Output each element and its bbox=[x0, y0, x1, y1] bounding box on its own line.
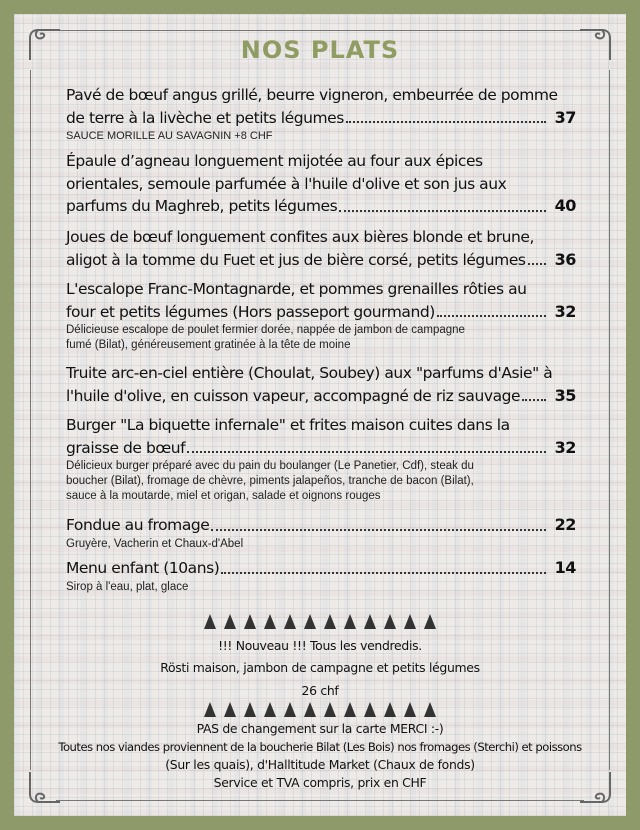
dish-price: 22 bbox=[554, 515, 576, 534]
dish-name-line: Burger "La biquette infernale" et frites maison cuites dans la bbox=[66, 416, 510, 434]
dish-item bbox=[66, 362, 576, 407]
dish-name-line: parfums du Maghreb, petits légumes bbox=[66, 197, 338, 215]
frame-top-line bbox=[56, 30, 584, 31]
triangle-icon bbox=[384, 702, 396, 717]
dish-name-line: L'escalope Franc-Montagnarde, et pommes grenailles rôties au bbox=[66, 280, 527, 298]
dish-price: 36 bbox=[554, 249, 576, 269]
triangle-icon bbox=[224, 614, 236, 629]
frame-bottom-line bbox=[56, 800, 584, 801]
dish-description-line: Délicieuse escalope de poulet fermier dorée, nappée de jambon de campagne bbox=[66, 324, 465, 336]
dot-leader bbox=[346, 121, 546, 123]
dish-name-line: four et petits légumes (Hors passeport gourmand) bbox=[66, 302, 435, 321]
dish-description: Gruyère, Vacherin et Chaux-d'Abel bbox=[66, 537, 244, 550]
footer-sourcing-cont: (Sur les quais), d'Halltitude Market (Chaux de fonds) bbox=[165, 757, 475, 772]
dish-item bbox=[66, 84, 576, 144]
dish-name-last-line bbox=[66, 249, 576, 272]
footer-service: Service et TVA compris, prix en CHF bbox=[213, 775, 427, 790]
dish-item bbox=[66, 514, 576, 552]
triangle-icon bbox=[424, 702, 436, 717]
dish-name-last-line bbox=[66, 437, 576, 460]
triangle-icon bbox=[344, 702, 356, 717]
triangle-icon bbox=[404, 614, 416, 629]
dish-item bbox=[66, 557, 576, 595]
dish-name-line: graisse de bœuf bbox=[66, 438, 186, 457]
dot-leader bbox=[528, 263, 546, 265]
dish-name-last-line bbox=[66, 301, 576, 324]
dish-name-line: Truite arc-en-ciel entière (Choulat, Soubey) aux "parfums d'Asie" à bbox=[66, 364, 553, 382]
dish-price: 14 bbox=[554, 558, 576, 577]
dish-name-line: Menu enfant (10ans) bbox=[66, 559, 220, 577]
dish-description-line: fumé (Bilat), généreusement gratinée à la tête de moine bbox=[66, 339, 351, 351]
dish-description-line: boucher (Bilat), fromage de chèvre, piments jalapeños, tranche de bacon (Bilat), bbox=[66, 475, 474, 487]
triangle-icon bbox=[364, 702, 376, 717]
triangle-icon bbox=[244, 702, 256, 717]
triangle-icon bbox=[424, 614, 436, 629]
dish-name-line: l'huile d'olive, en cuisson vapeur, accompagné de riz sauvage bbox=[66, 386, 521, 405]
dish-description-line: sauce à la moutarde, miel et origan, salade et oignons rouges bbox=[66, 490, 381, 502]
dot-leader bbox=[522, 399, 546, 401]
triangle-icon bbox=[384, 614, 396, 629]
dot-leader bbox=[187, 451, 546, 453]
dish-price: 40 bbox=[554, 196, 576, 215]
dot-leader bbox=[211, 529, 546, 531]
dish-price: 37 bbox=[554, 107, 576, 127]
dot-leader bbox=[437, 315, 546, 317]
triangle-icon bbox=[244, 614, 256, 629]
triangle-divider bbox=[0, 614, 640, 634]
dish-price: 32 bbox=[554, 437, 576, 457]
dish-name-line: de terre à la livèche et petits légumes bbox=[66, 108, 344, 127]
dish-description-line: Délicieux burger préparé avec du pain du boulanger (Le Panetier, Cdf), steak du bbox=[66, 460, 474, 472]
triangle-icon bbox=[344, 614, 356, 629]
triangle-icon bbox=[364, 614, 376, 629]
dish-name-last-line bbox=[66, 514, 576, 537]
special-price: 26 chf bbox=[301, 683, 339, 698]
dish-item bbox=[66, 414, 576, 504]
dot-leader bbox=[221, 572, 546, 574]
dish-description: Sirop à l'eau, plat, glace bbox=[66, 580, 189, 593]
special-dish: Rösti maison, jambon de campagne et petits légumes bbox=[160, 660, 480, 675]
dish-name-last-line bbox=[66, 107, 576, 130]
dish-name-last-line bbox=[66, 557, 576, 580]
triangle-icon bbox=[204, 614, 216, 629]
triangle-icon bbox=[264, 702, 276, 717]
dish-item bbox=[66, 226, 576, 271]
triangle-icon bbox=[204, 702, 216, 717]
dish-description: SAUCE MORILLE AU SAVAGNIN +8 CHF bbox=[66, 130, 273, 142]
dish-price: 35 bbox=[554, 385, 576, 405]
triangle-icon bbox=[304, 702, 316, 717]
triangle-icon bbox=[264, 614, 276, 629]
dish-item bbox=[66, 150, 576, 218]
triangle-icon bbox=[304, 614, 316, 629]
triangle-icon bbox=[284, 702, 296, 717]
dish-name-line: Joues de bœuf longuement confites aux bières blonde et brune, bbox=[66, 228, 534, 246]
dish-name-line: aligot à la tomme du Fuet et jus de bière corsé, petits légumes bbox=[66, 250, 526, 269]
dot-leader bbox=[339, 210, 546, 212]
triangle-icon bbox=[284, 614, 296, 629]
dish-name-line: Épaule d’agneau longuement mijotée au four aux épices bbox=[66, 152, 483, 170]
triangle-icon bbox=[324, 614, 336, 629]
dish-item bbox=[66, 278, 576, 353]
triangle-icon bbox=[404, 702, 416, 717]
footer-note: PAS de changement sur la carte MERCI :-) bbox=[196, 721, 444, 736]
dish-name-line: Pavé de bœuf angus grillé, beurre vigneron, embeurrée de pomme bbox=[66, 86, 558, 104]
dish-name-line: orientales, semoule parfumée à l'huile d'olive et son jus aux bbox=[66, 174, 507, 193]
triangle-icon bbox=[224, 702, 236, 717]
dish-name-line: Fondue au fromage bbox=[66, 516, 210, 534]
dish-price: 32 bbox=[554, 301, 576, 321]
dish-name-last-line bbox=[66, 385, 576, 408]
page-title: NOS PLATS bbox=[240, 36, 400, 64]
dish-name-last-line bbox=[66, 195, 576, 218]
triangle-icon bbox=[324, 702, 336, 717]
special-announcement: !!! Nouveau !!! Tous les vendredis. bbox=[218, 638, 422, 653]
triangle-divider bbox=[0, 702, 640, 722]
footer-sourcing: Toutes nos viandes proviennent de la boucherie Bilat (Les Bois) nos fromages (Sterchi) et poissons bbox=[58, 740, 582, 754]
